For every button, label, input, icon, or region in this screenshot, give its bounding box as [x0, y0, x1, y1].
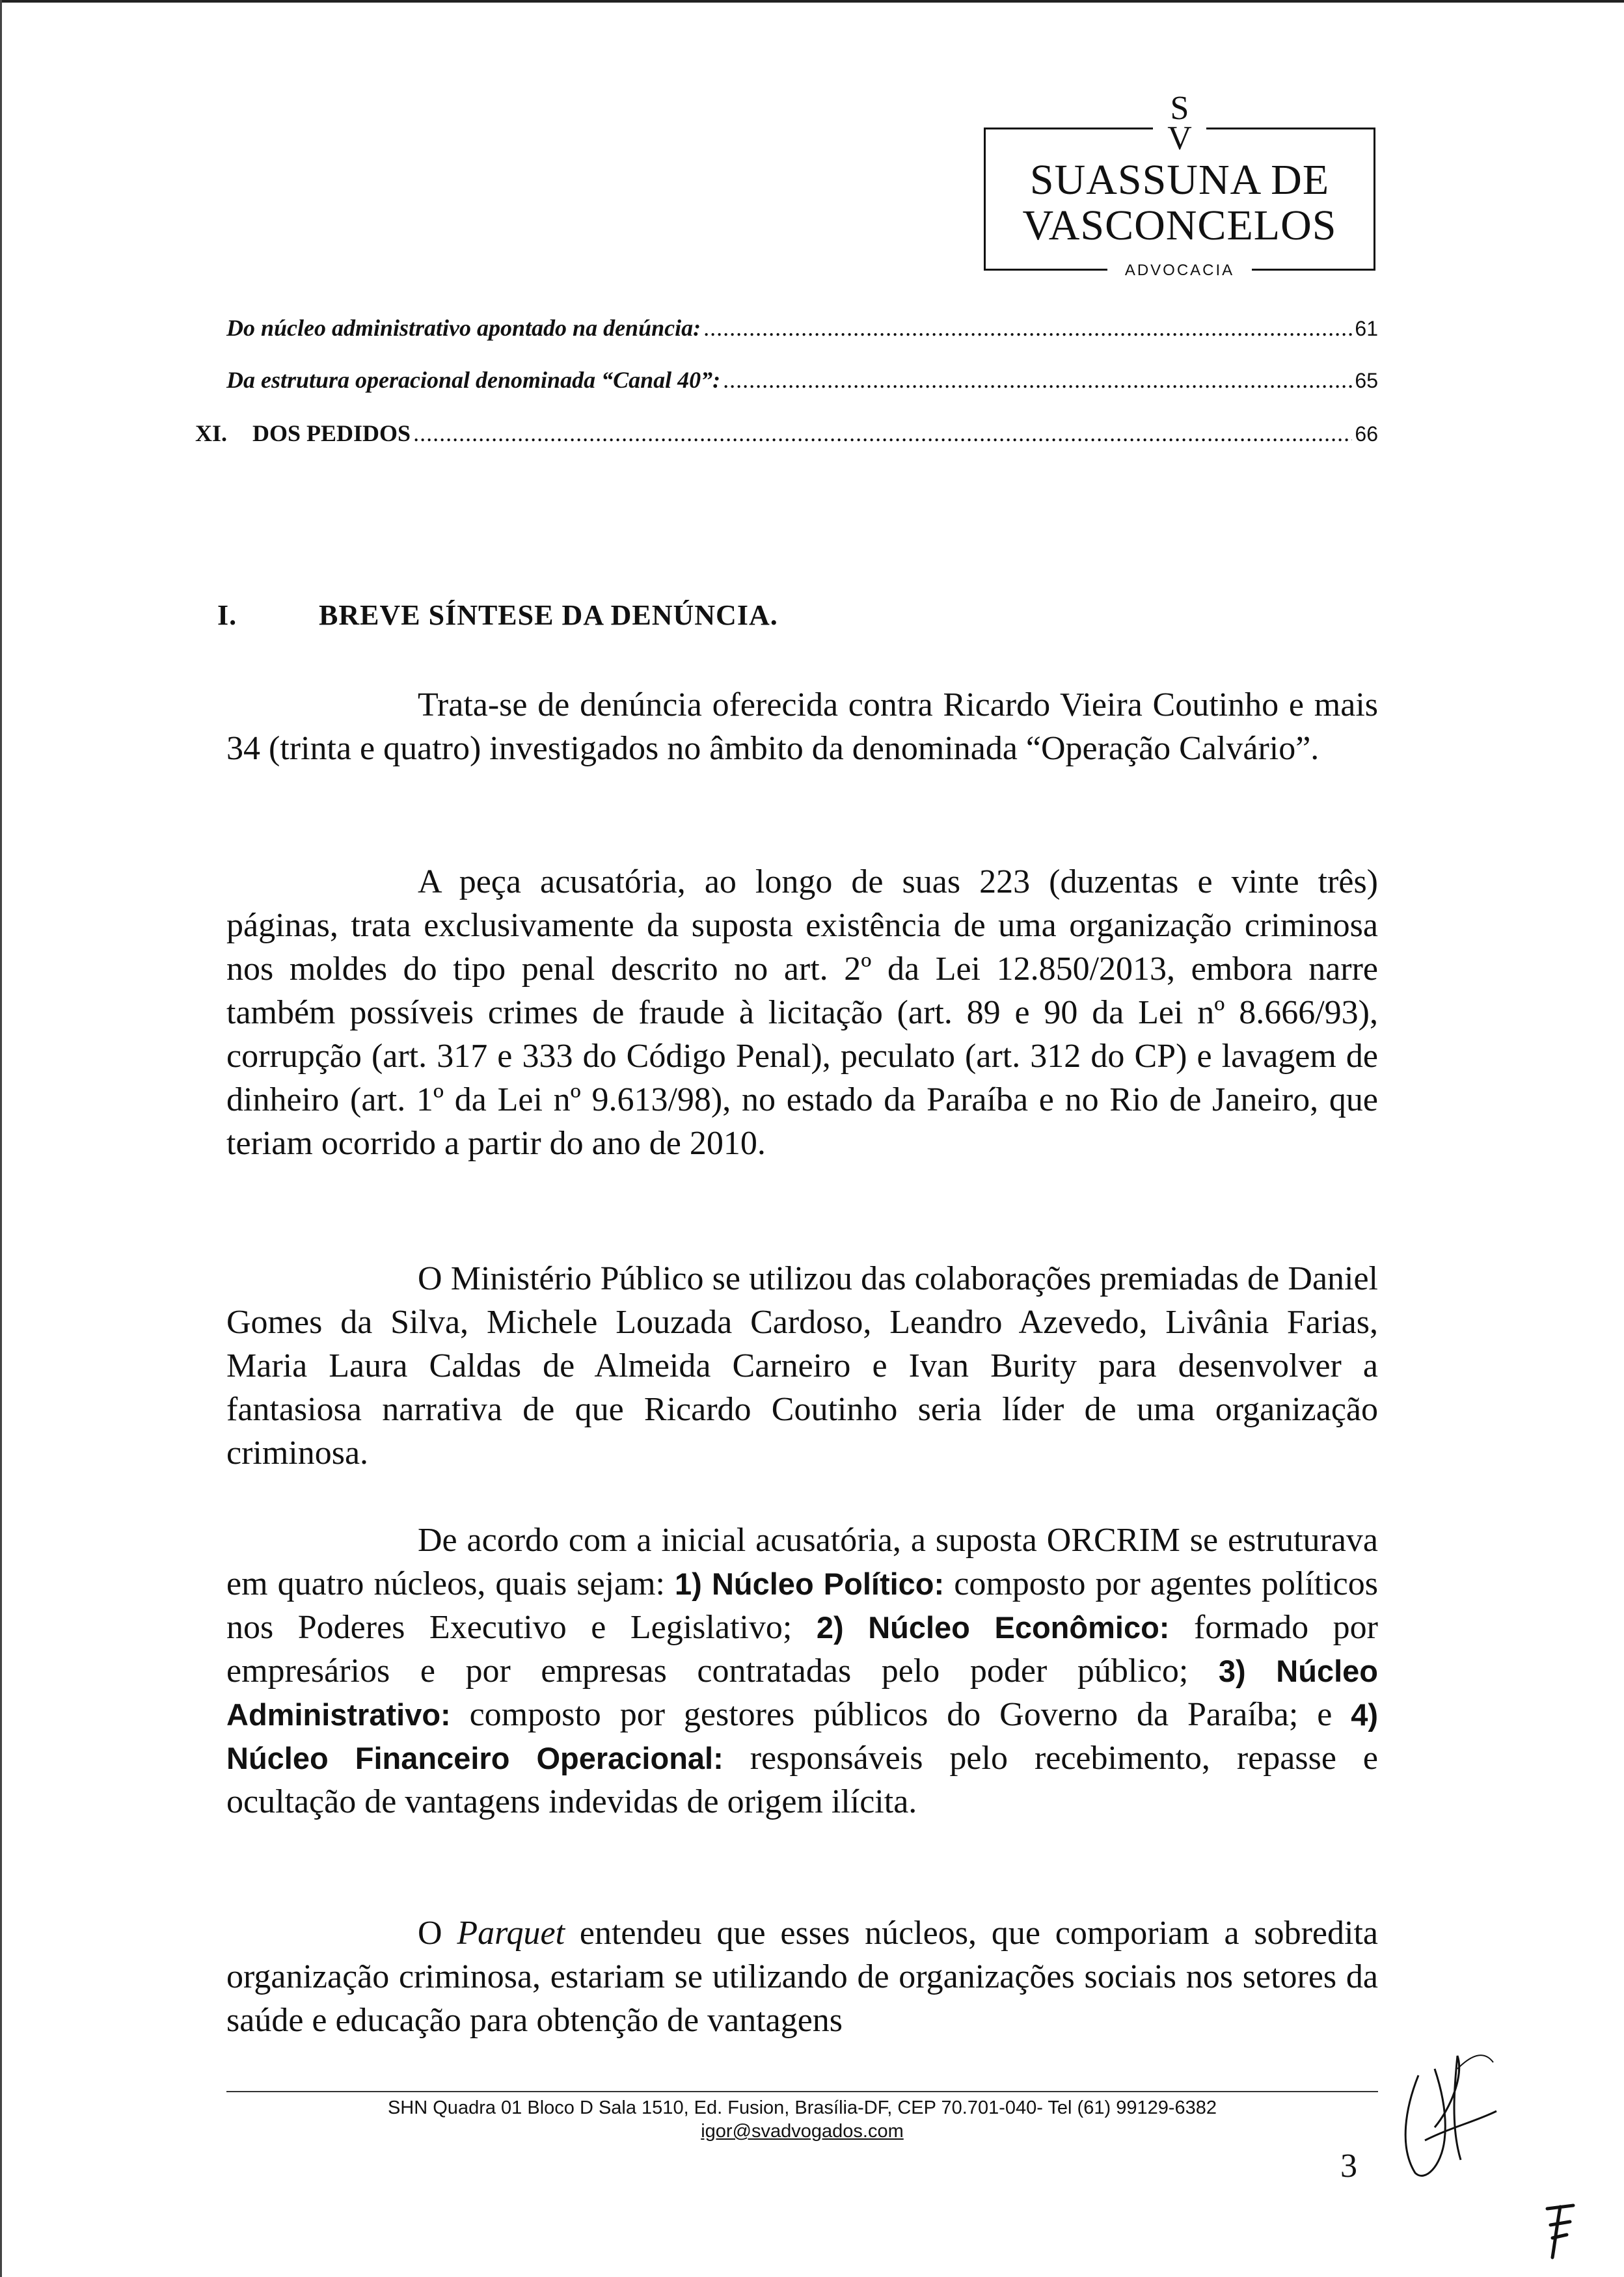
nucleus-4-label: 4) Núcleo Financeiro Operacional: [226, 1697, 1378, 1775]
toc-entry-page: 61 [1355, 317, 1378, 340]
handwritten-signature [1379, 2049, 1509, 2186]
footer-divider [226, 2091, 1378, 2092]
toc-leader [723, 364, 1352, 396]
paragraph-2: A peça acusatória, ao longo de suas 223 (duzentas e vinte três) páginas, trata exclusivamente da suposta existência de uma organização criminosa nos moldes do tipo penal descrito no art. 2º da Lei 12.850/2013, embora narre também possíveis crimes de fraude à licitação (art. 89 e 90 da Lei nº 8.666/93), corrupção (art. 317 e 333 do Código Penal), peculato (art. 312 do CP) e lavagem de dinheiro (art. 1º da Lei nº 9.613/98), no estado da Paraíba e no Rio de Janeiro, que teriam ocorrido a partir do ano de 2010. [226, 863, 1378, 1162]
paragraph-4-intro: De acordo com a inicial acusatória, a suposta ORCRIM se estruturava em quatro núcleos, quais sejam: [226, 1522, 1378, 1602]
toc-section-number: XI. [195, 420, 228, 446]
page-number: 3 [1340, 2148, 1357, 2185]
toc-entry-page: 65 [1355, 369, 1378, 392]
toc-leader [413, 418, 1352, 449]
paragraph-5-rest: entendeu que esses núcleos, que comporiam a sobredita organização criminosa, estariam se utilizando de organizações sociais nos setores da saúde e educação para obtenção de vantagens [226, 1915, 1378, 2039]
toc-section-entry [195, 418, 1378, 450]
page-edge-top [0, 0, 1624, 3]
section-heading [217, 599, 778, 632]
toc-entry-label: Da estrutura operacional denominada “Canal 40”: [226, 367, 721, 393]
firm-name-line2: VASCONCELOS [1022, 202, 1337, 249]
logo-monogram [986, 90, 1374, 157]
handwritten-initials [1541, 2199, 1580, 2264]
paragraph-5-start: O [418, 1915, 457, 1952]
section-title: BREVE SÍNTESE DA DENÚNCIA. [319, 599, 778, 631]
nucleus-4-text: responsáveis pelo recebimento, repasse e ocultação de vantagens indevidas de origem ilícita. [226, 1740, 1378, 1820]
footer-email-link[interactable]: igor@svadvogados.com [701, 2121, 904, 2142]
section-number: I. [217, 599, 237, 631]
firm-subtitle: ADVOCACIA [986, 262, 1374, 280]
parquet-term: Parquet [457, 1915, 565, 1952]
paragraph-4 [226, 1518, 1378, 1824]
footer-address: SHN Quadra 01 Bloco D Sala 1510, Ed. Fusion, Brasília-DF, CEP 70.701-040- Tel (61) 99129-6382 [387, 2097, 1217, 2118]
nucleus-2-text: formado por empresários e por empresas contratadas pelo poder público; [226, 1609, 1378, 1690]
paragraph-3: O Ministério Público se utilizou das colaborações premiadas de Daniel Gomes da Silva, Michele Louzada Cardoso, Leandro Azevedo, Livânia Farias, Maria Laura Caldas de Almeida Carneiro e Ivan Burity para desenvolver a fantasiosa narrativa de que Ricardo Coutinho seria líder de uma organização criminosa. [226, 1260, 1378, 1472]
page-edge-left [0, 0, 2, 2277]
nucleus-3-label: 3) Núcleo Administrativo: [226, 1654, 1379, 1732]
toc-entry-label: Do núcleo administrativo apontado na denúncia: [226, 315, 701, 341]
paragraph-5 [226, 1911, 1378, 2042]
toc-section-page: 66 [1355, 422, 1378, 446]
firm-name-line1: SUASSUNA DE [1029, 156, 1330, 204]
nucleus-2-label: 2) Núcleo Econômico: [816, 1610, 1170, 1645]
nucleus-1-label: 1) Núcleo Político: [675, 1567, 945, 1601]
toc-entry [226, 364, 1378, 396]
nucleus-3-text: composto por gestores públicos do Governo da Paraíba; e [450, 1696, 1351, 1733]
firm-logo [984, 90, 1375, 279]
toc-leader [703, 312, 1352, 344]
paragraph-1: Trata-se de denúncia oferecida contra Ricardo Vieira Coutinho e mais 34 (trinta e quatro) investigados no âmbito da denominada “Operação Calvário”. [226, 686, 1378, 767]
monogram-s: S [1170, 90, 1189, 127]
toc-entry [226, 312, 1378, 344]
toc-section-label: DOS PEDIDOS [252, 420, 411, 446]
monogram-v: V [1167, 120, 1192, 157]
nucleus-1-text: composto por agentes políticos nos Poderes Executivo e Legislativo; [226, 1565, 1378, 1646]
